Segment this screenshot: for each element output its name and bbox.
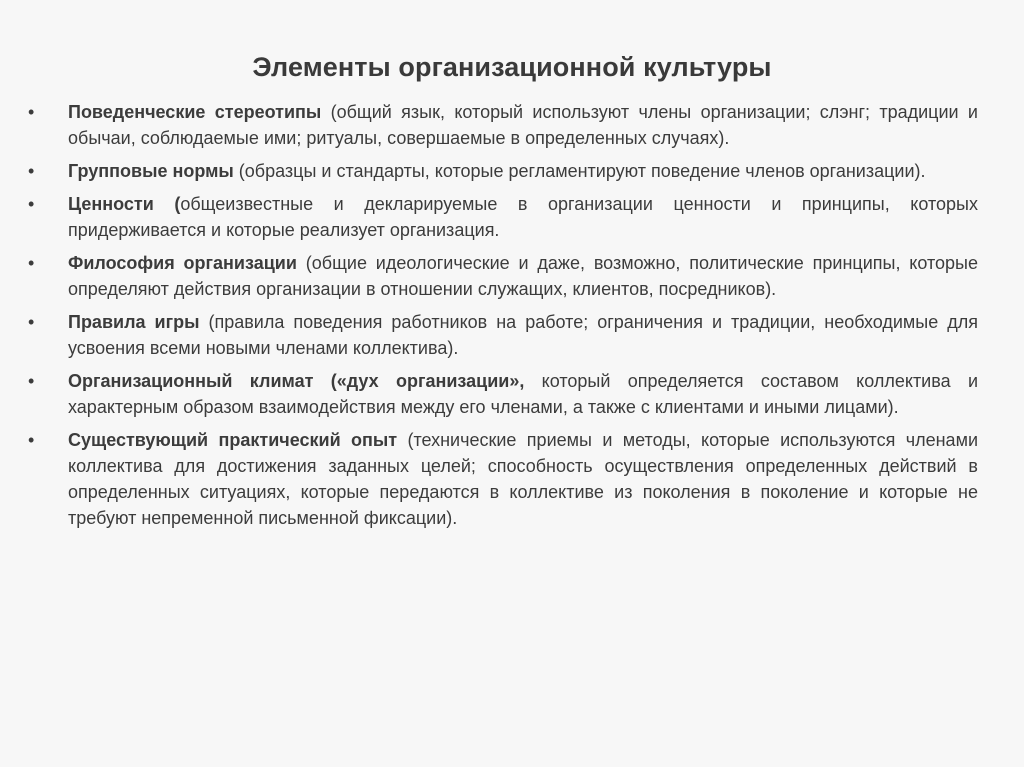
- list-item: [28, 427, 978, 531]
- list-item: [28, 250, 978, 302]
- item-term: Философия организации: [68, 253, 297, 273]
- item-term: Организационный климат («дух организации»,: [68, 371, 525, 391]
- item-text: (общий язык, который используют члены организации; слэнг; традиции и обычаи, соблюдаемые ими; ритуалы, совершаемые в определенных случаях).: [68, 102, 978, 148]
- bullet-icon: •: [28, 312, 35, 332]
- list-item: [28, 191, 978, 243]
- item-text: (правила поведения работников на работе; ограничения и традиции, необходимые для усвоения всеми новыми членами коллектива).: [68, 312, 979, 358]
- bullet-icon: •: [28, 161, 35, 181]
- list-item: [28, 309, 978, 361]
- item-text: (технические приемы и методы, которые используются членами коллектива для достижения заданных целей; способность осуществления определенных действий в определенных ситуациях, которые передаются в коллективе из поколения в поколение и которые не требуют непременной письменной фиксации).: [68, 430, 978, 528]
- item-text: общеизвестные и декларируемые в организации ценности и принципы, которых придерживается и которые реализует организация.: [68, 194, 978, 240]
- item-term: Существующий практический опыт: [68, 430, 398, 450]
- list-item: [28, 99, 978, 151]
- page-title: Элементы организационной культуры: [252, 52, 772, 82]
- elements-list: [28, 99, 978, 538]
- item-term: Групповые нормы: [68, 161, 234, 181]
- bullet-icon: •: [28, 194, 35, 214]
- bullet-icon: •: [28, 430, 35, 450]
- item-text: который определяется составом коллектива и характерным образом взаимодействия между его членами, а также с клиентами и иными лицами).: [68, 371, 978, 417]
- item-term: Ценности (: [68, 194, 181, 214]
- item-term: Правила игры: [68, 312, 200, 332]
- list-item: [28, 368, 978, 420]
- list-item: [28, 158, 978, 184]
- bullet-icon: •: [28, 253, 35, 273]
- item-term: Поведенческие стереотипы: [68, 102, 322, 122]
- bullet-icon: •: [28, 102, 35, 122]
- item-text: (общие идеологические и даже, возможно, политические принципы, которые определяют действия организации в отношении служащих, клиентов, посредников).: [68, 253, 979, 299]
- bullet-icon: •: [28, 371, 35, 391]
- item-text: (образцы и стандарты, которые регламентируют поведение членов организации).: [233, 161, 926, 181]
